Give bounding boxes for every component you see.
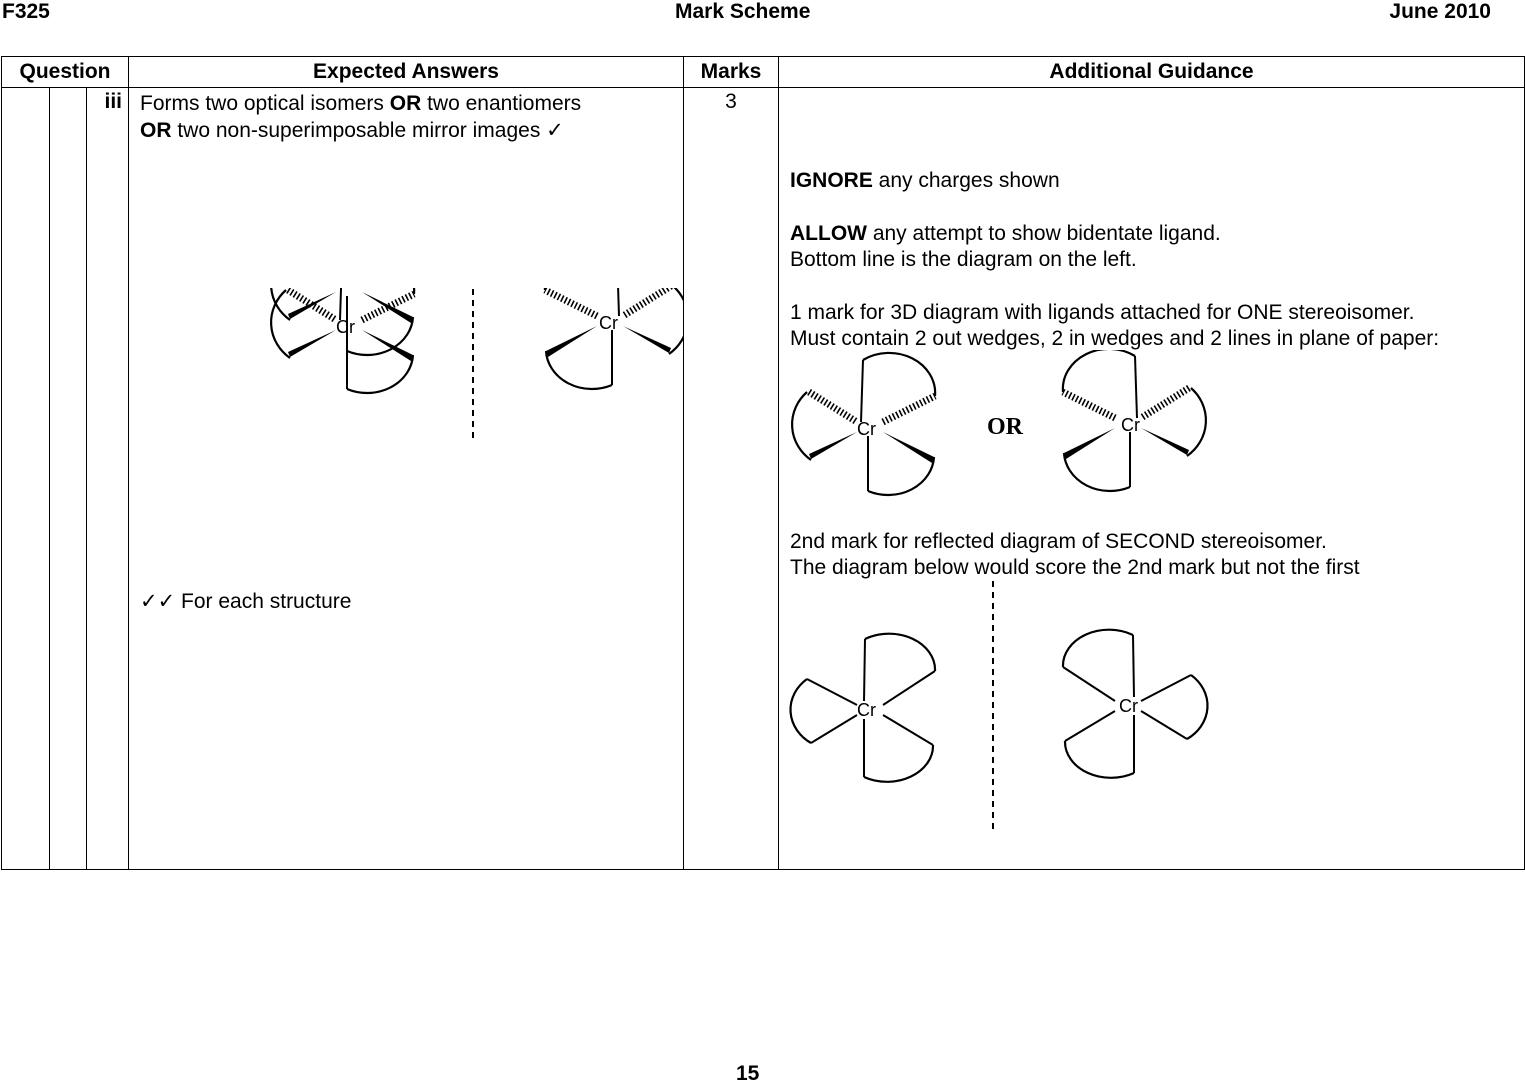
cr-label-right: Cr bbox=[599, 313, 618, 333]
header-code: F325 bbox=[2, 0, 50, 23]
marks-value: 3 bbox=[684, 88, 779, 870]
guidance-bottom-line: Bottom line is the diagram on the left. bbox=[790, 248, 1137, 271]
cr-label-flat-1: Cr bbox=[857, 700, 876, 720]
additional-guidance-header: Additional Guidance bbox=[779, 57, 1525, 88]
marks-header: Marks bbox=[684, 57, 779, 88]
valid-3d-diagrams bbox=[779, 350, 1525, 500]
guidance-mark1-line2: Must contain 2 out wedges, 2 in wedges and 2 lines in plane of paper: bbox=[790, 327, 1440, 350]
question-part-cell bbox=[50, 88, 87, 870]
ticks-note: ✓✓ For each structure bbox=[140, 590, 352, 613]
expected-line-1: Forms two optical isomers OR two enantiomers bbox=[140, 92, 582, 115]
question-subpart: iii bbox=[87, 88, 129, 870]
cr-label-guidance-2: Cr bbox=[1121, 415, 1140, 435]
guidance-ignore: IGNORE any charges shown bbox=[790, 169, 1060, 192]
question-number-cell bbox=[2, 88, 50, 870]
cr-label-flat-2: Cr bbox=[1119, 696, 1138, 716]
header-date: June 2010 bbox=[1389, 0, 1491, 23]
mark-scheme-table bbox=[1, 56, 1525, 870]
expected-answers-header: Expected Answers bbox=[129, 57, 684, 88]
flat-diagram-example bbox=[779, 581, 1525, 841]
page-number: 15 bbox=[736, 1062, 760, 1085]
expected-answers-cell bbox=[129, 88, 684, 870]
additional-guidance-cell bbox=[779, 88, 1525, 870]
guidance-mark1-line1: 1 mark for 3D diagram with ligands attached for ONE stereoisomer. bbox=[790, 301, 1415, 324]
guidance-allow: ALLOW any attempt to show bidentate ligand. bbox=[790, 222, 1221, 245]
enantiomer-pair-diagram bbox=[129, 288, 684, 568]
cr-label-guidance-1: Cr bbox=[857, 419, 876, 439]
guidance-mark2-line2: The diagram below would score the 2nd mark but not the first bbox=[790, 556, 1360, 579]
guidance-mark2-line1: 2nd mark for reflected diagram of SECOND stereoisomer. bbox=[790, 530, 1327, 553]
question-header: Question bbox=[2, 57, 129, 88]
expected-line-2: OR two non-superimposable mirror images ✓ bbox=[140, 119, 564, 142]
cr-label-left: Cr bbox=[336, 317, 355, 337]
header-title: Mark Scheme bbox=[675, 0, 811, 23]
or-label: OR bbox=[987, 414, 1023, 440]
